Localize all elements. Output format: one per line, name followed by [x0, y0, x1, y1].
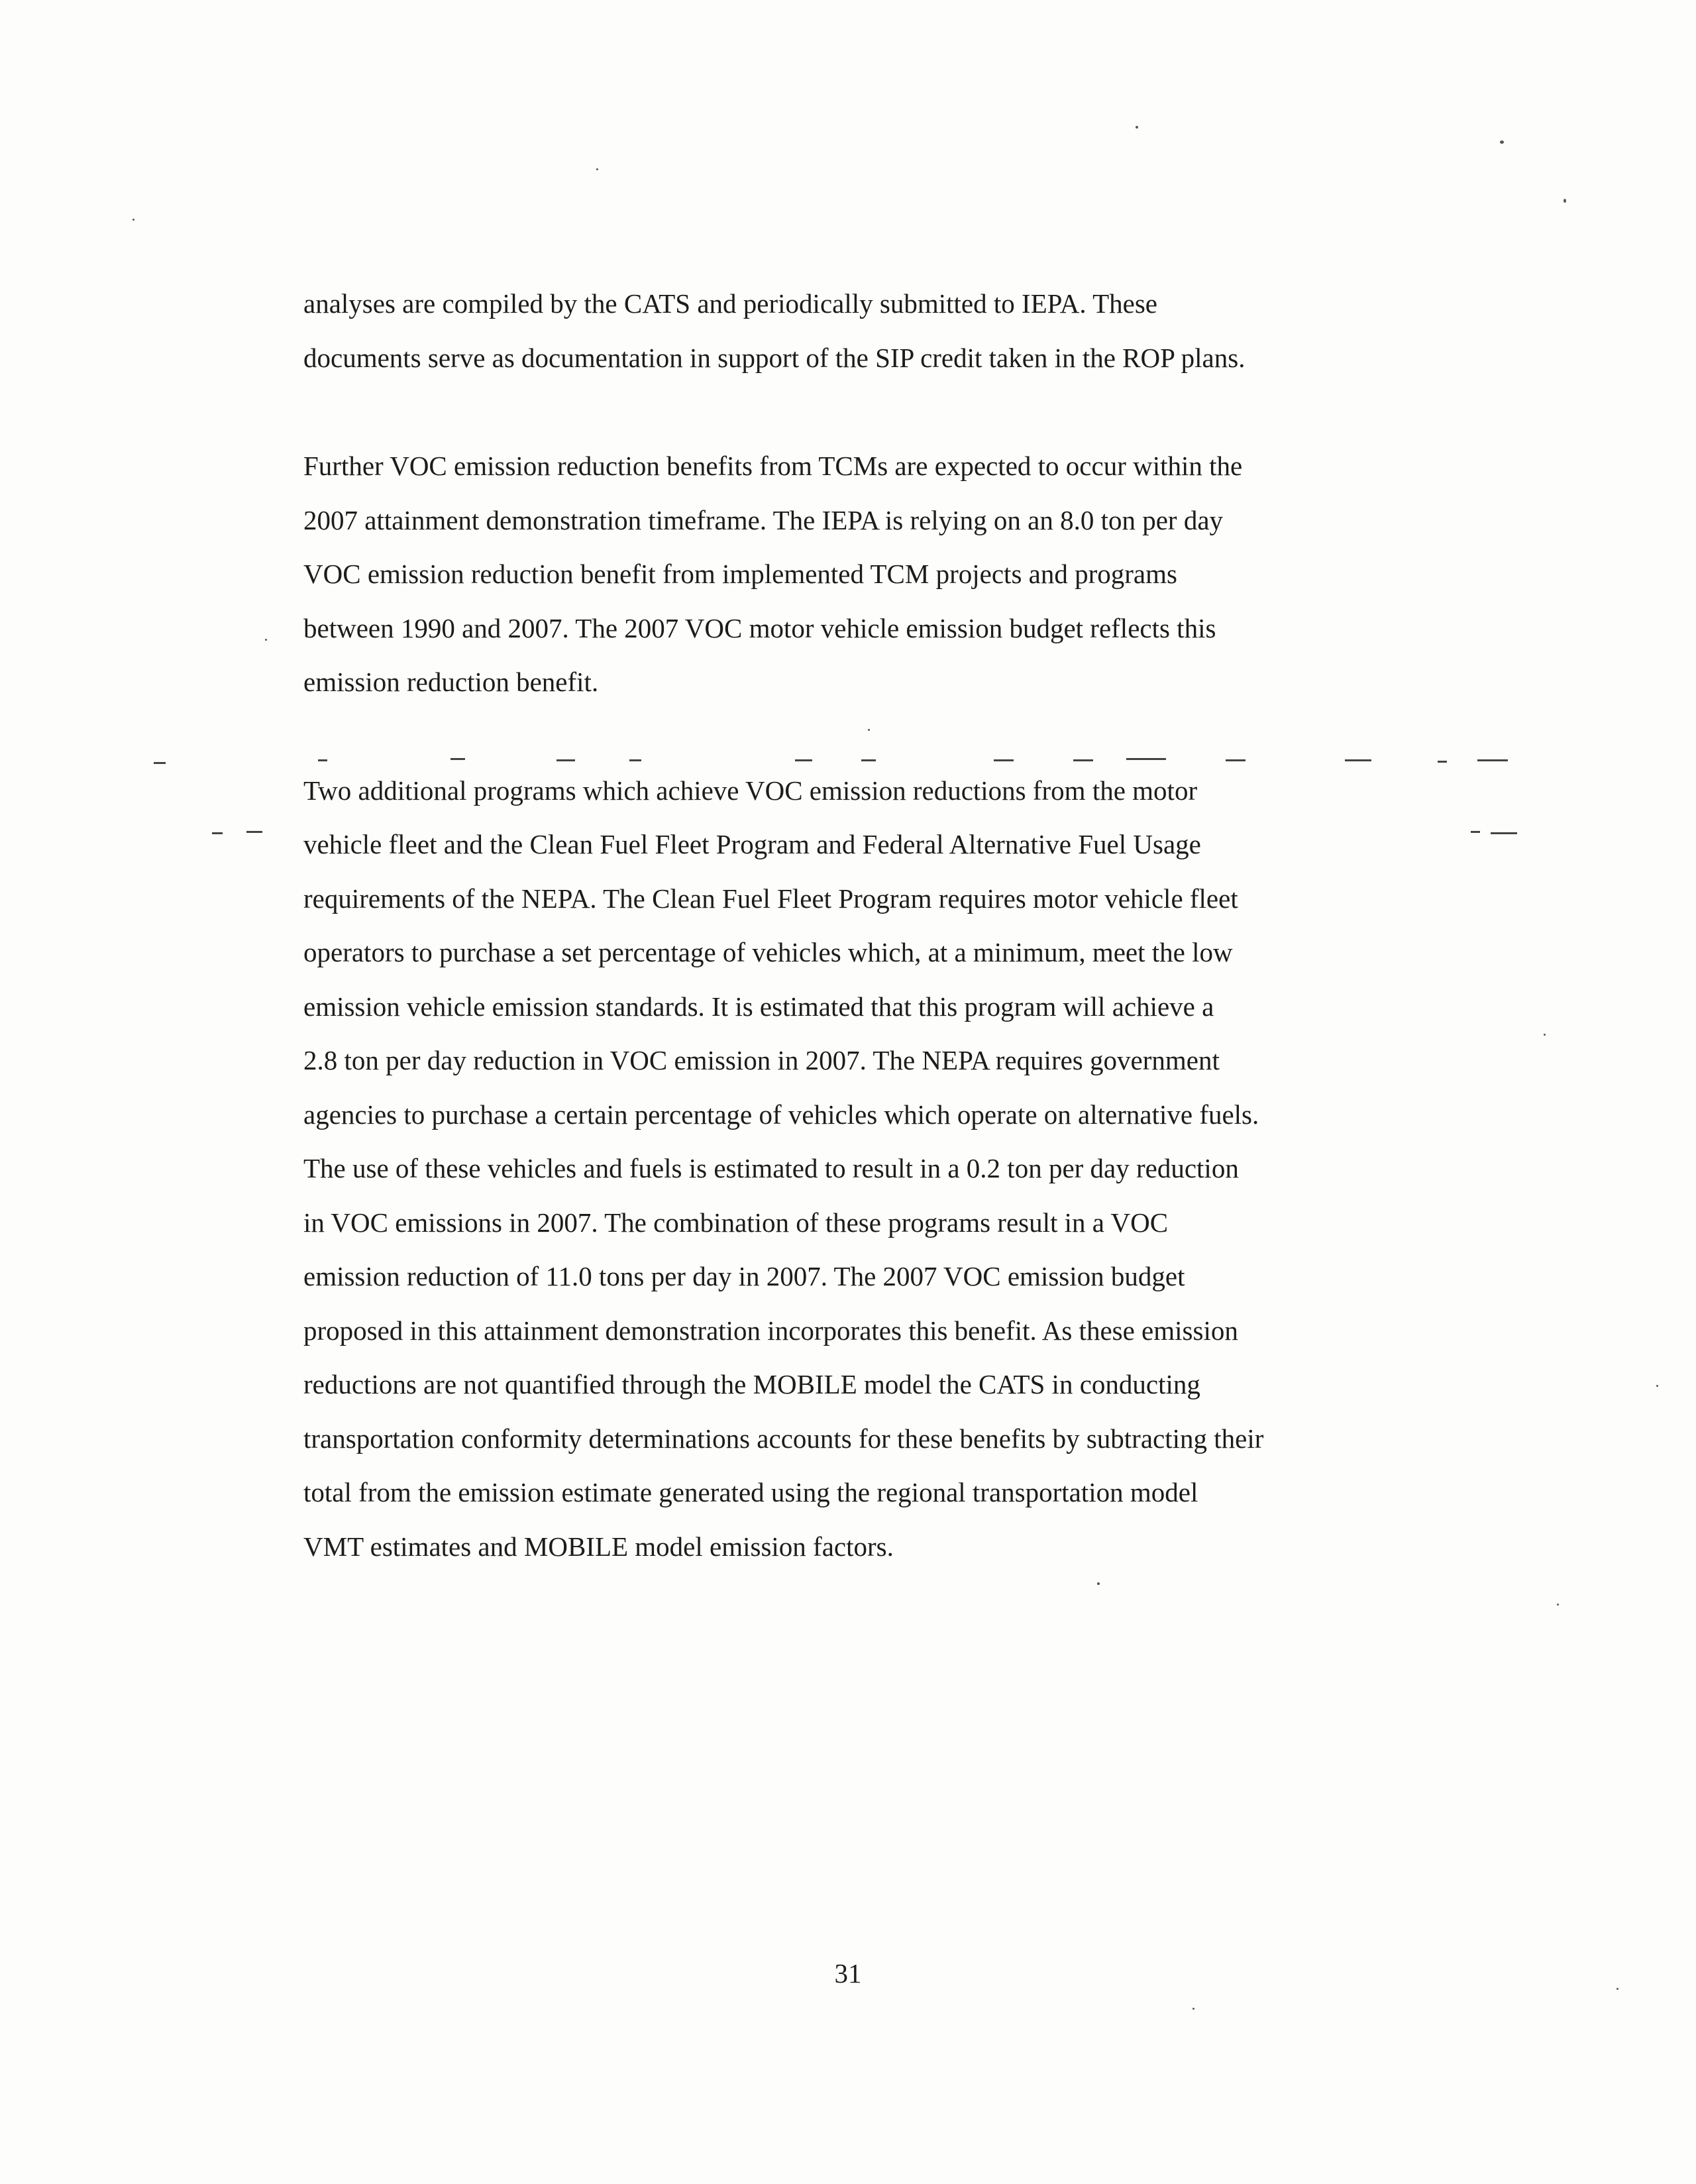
scan-dash	[154, 762, 166, 764]
scan-speck	[1544, 1034, 1546, 1036]
scan-dash	[1491, 832, 1517, 834]
scan-speck	[132, 219, 134, 221]
text-line: reductions are not quantified through the MOBILE model the CATS in conducting	[303, 1369, 1200, 1399]
text-line: vehicle fleet and the Clean Fuel Fleet Program and Federal Alternative Fuel Usage	[303, 829, 1201, 859]
paragraph	[303, 277, 1443, 385]
text-line: The use of these vehicles and fuels is estimated to result in a 0.2 ton per day reduction	[303, 1153, 1239, 1183]
text-line: proposed in this attainment demonstration incorporates this benefit. As these emission	[303, 1315, 1238, 1346]
body-text	[303, 277, 1443, 1574]
page-number: 31	[834, 1958, 862, 1989]
scan-speck	[1557, 1604, 1559, 1606]
scan-speck	[1500, 140, 1504, 144]
text-line: documents serve as documentation in support of the SIP credit taken in the ROP plans.	[303, 342, 1246, 373]
text-line: total from the emission estimate generated using the regional transportation model	[303, 1477, 1198, 1507]
text-line: Further VOC emission reduction benefits from TCMs are expected to occur within the	[303, 451, 1243, 481]
paragraph	[303, 764, 1443, 1574]
scan-speck	[265, 639, 267, 641]
text-line: emission reduction benefit.	[303, 667, 599, 697]
text-line: requirements of the NEPA. The Clean Fuel Fleet Program requires motor vehicle fleet	[303, 883, 1238, 914]
text-line: emission vehicle emission standards. It is estimated that this program will achieve a	[303, 991, 1214, 1022]
text-line: 2007 attainment demonstration timeframe. The IEPA is relying on an 8.0 ton per day	[303, 504, 1224, 535]
paragraph-spacer	[303, 385, 1443, 439]
paragraph	[303, 439, 1443, 710]
scan-dash	[1477, 759, 1508, 761]
text-line: emission reduction of 11.0 tons per day in 2007. The 2007 VOC emission budget	[303, 1261, 1185, 1291]
text-line: in VOC emissions in 2007. The combination of these programs result in a VOC	[303, 1207, 1169, 1238]
text-line: 2.8 ton per day reduction in VOC emission in 2007. The NEPA requires government	[303, 1045, 1220, 1075]
scan-speck	[596, 168, 598, 170]
text-line: operators to purchase a set percentage of vehicles which, at a minimum, meet the low	[303, 937, 1233, 967]
text-line: Two additional programs which achieve VOC emission reductions from the motor	[303, 775, 1198, 806]
paragraph-spacer	[303, 710, 1443, 764]
text-line: VOC emission reduction benefit from implemented TCM projects and programs	[303, 559, 1177, 589]
scan-dash	[1471, 831, 1480, 833]
scan-speck	[1136, 126, 1138, 129]
text-line: between 1990 and 2007. The 2007 VOC motor vehicle emission budget reflects this	[303, 612, 1216, 643]
scan-dash	[212, 832, 223, 834]
text-line: analyses are compiled by the CATS and periodically submitted to IEPA. These	[303, 288, 1157, 319]
text-line: VMT estimates and MOBILE model emission factors.	[303, 1531, 894, 1562]
scan-speck	[1564, 199, 1566, 203]
text-line: transportation conformity determinations accounts for these benefits by subtracting their	[303, 1423, 1264, 1454]
scan-speck	[1192, 2008, 1194, 2010]
text-line: agencies to purchase a certain percentage of vehicles which operate on alternative fuels.	[303, 1099, 1259, 1130]
scan-dash	[246, 831, 262, 833]
scan-speck	[1656, 1385, 1658, 1387]
scan-speck	[1097, 1582, 1100, 1585]
